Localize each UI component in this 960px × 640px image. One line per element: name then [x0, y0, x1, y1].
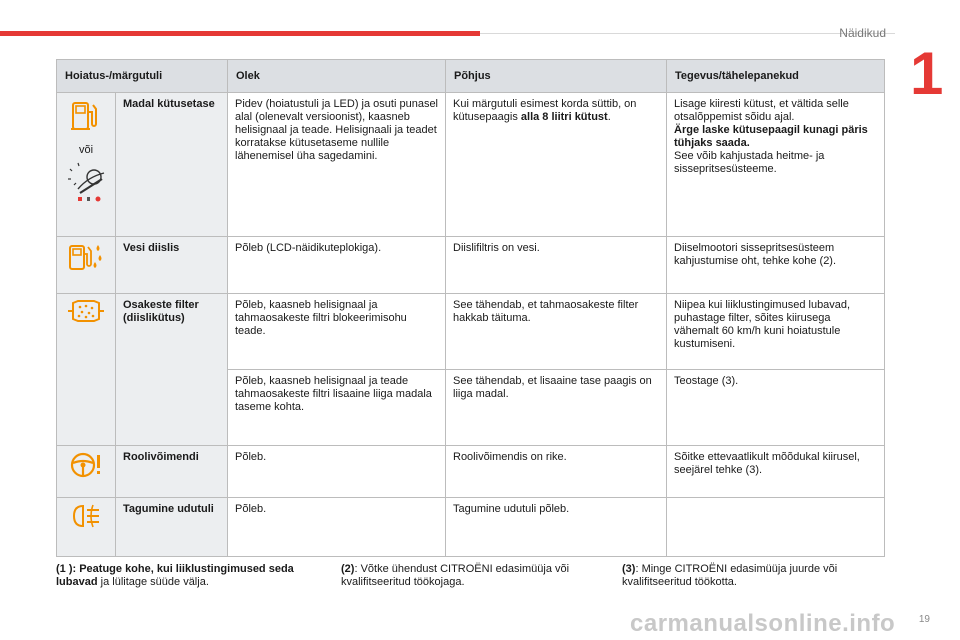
- state-cell: Põleb, kaasneb helisignaal ja tahmaosakeste filtri blokeerimisohu teade.: [228, 294, 446, 370]
- warning-light-name: Vesi diislis: [116, 237, 228, 294]
- col-header-state: Olek: [228, 60, 446, 93]
- table-row: [57, 446, 885, 498]
- action-cell: Niipea kui liiklustingimused lubavad, puhastage filter, sõites kiirusega vähemalt 60 km/h kuni hoiatustule kustumiseni.: [667, 294, 885, 370]
- particle-filter-icon: [66, 299, 106, 327]
- alternative-label: või: [78, 144, 94, 156]
- action-cell: Teostage (3).: [667, 370, 885, 446]
- action-cell: Lisage kiiresti kütust, et vältida selle otsalõppemist sõidu ajal. Ärge laske kütusepaagil kunagi päris tühjaks saada. See võib kahjustada heitme- ja sissepritsesüsteeme.: [667, 93, 885, 237]
- fuel-gauge-icon: [64, 161, 108, 207]
- steering-wheel-warning-icon: [67, 451, 105, 483]
- icon-cell: [57, 446, 116, 498]
- table-row: [57, 93, 885, 237]
- icon-cell: [57, 498, 116, 557]
- action-cell: Sõitke ettevaatlikult mõõdukal kiirusel, seejärel tehke (3).: [667, 446, 885, 498]
- footnote-3: (3): Minge CITROËNI edasimüüja juurde või kvalifitseeritud töökotta.: [622, 563, 838, 588]
- cause-cell: See tähendab, et tahmaosakeste filter hakkab täituma.: [446, 294, 667, 370]
- chapter-number: 1: [910, 40, 944, 107]
- state-cell: Pidev (hoiatustuli ja LED) ja osuti punasel alal (olenevalt versioonist), kaasneb helisignaal ja teade. Helisignaali ja teadet korratakse kütusetaseme nullile lähenemisel üha sagedamini.: [228, 93, 446, 237]
- icon-cell: [57, 93, 116, 237]
- col-header-action: Tegevus/tähelepanekud: [667, 60, 885, 93]
- cause-cell: Tagumine udutuli põleb.: [446, 498, 667, 557]
- warning-lights-table: [56, 59, 885, 557]
- watermark: carmanualsonline.info: [630, 610, 896, 637]
- cause-cell: Diislifiltris on vesi.: [446, 237, 667, 294]
- water-in-diesel-icon: [67, 242, 105, 276]
- page-number: 19: [918, 614, 930, 625]
- col-header-warning-light: Hoiatus-/märgutuli: [57, 60, 228, 93]
- warning-light-name: Roolivõimendi: [116, 446, 228, 498]
- footnote-2: (2): Võtke ühendust CITROËNI edasimüüja või kvalifitseeritud töökojaga.: [341, 563, 570, 588]
- action-cell: [667, 498, 885, 557]
- col-header-cause: Põhjus: [446, 60, 667, 93]
- state-cell: Põleb, kaasneb helisignaal ja teade tahmaosakeste filtri lisaaine liiga madala taseme kohta.: [228, 370, 446, 446]
- state-cell: Põleb.: [228, 446, 446, 498]
- state-cell: Põleb (LCD-näidikuteplokiga).: [228, 237, 446, 294]
- footnote-1: (1 ): Peatuge kohe, kui liiklustingimused seda lubavad ja lülitage süüde välja.: [56, 563, 294, 588]
- cause-cell: Roolivõimendis on rike.: [446, 446, 667, 498]
- icon-cell: [57, 237, 116, 294]
- state-cell: Põleb.: [228, 498, 446, 557]
- fuel-pump-icon: [69, 98, 103, 138]
- warning-light-name: Tagumine udutuli: [116, 498, 228, 557]
- table-row: [57, 294, 885, 370]
- section-title: Näidikud: [839, 26, 886, 40]
- warning-light-name: Osakeste filter (diislikütus): [116, 294, 228, 446]
- accent-bar: [0, 31, 480, 36]
- cause-cell: See tähendab, et lisaaine tase paagis on liiga madal.: [446, 370, 667, 446]
- warning-light-name: Madal kütusetase: [116, 93, 228, 237]
- icon-cell: [57, 294, 116, 446]
- table-row: [57, 237, 885, 294]
- table-header-row: [57, 60, 885, 93]
- rear-fog-light-icon: [69, 503, 103, 533]
- cause-cell: Kui märgutuli esimest korda süttib, on kütusepaagis alla 8 liitri kütust.: [446, 93, 667, 237]
- header-rule: [480, 33, 895, 34]
- table-row: [57, 498, 885, 557]
- action-cell: Diiselmootori sissepritsesüsteem kahjustumise oht, tehke kohe (2).: [667, 237, 885, 294]
